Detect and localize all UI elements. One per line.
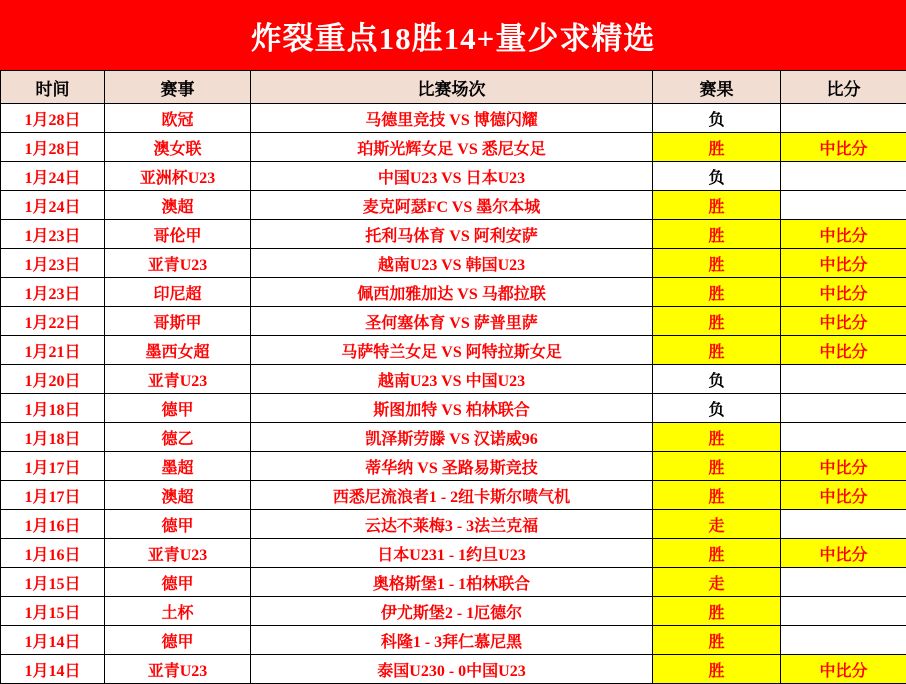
cell-match: 凯泽斯劳滕 VS 汉诺威96 [251,423,653,452]
cell-match: 麦克阿瑟FC VS 墨尔本城 [251,191,653,220]
cell-match: 越南U23 VS 韩国U23 [251,249,653,278]
table-row [1,104,906,133]
cell-league: 德甲 [105,568,251,597]
cell-league: 德甲 [105,626,251,655]
cell-time: 1月24日 [1,191,105,220]
cell-match: 泰国U230 - 0中国U23 [251,655,653,684]
cell-score [781,162,906,191]
cell-result: 胜 [653,220,781,249]
cell-match: 佩西加雅加达 VS 马都拉联 [251,278,653,307]
cell-match: 马德里竞技 VS 博德闪耀 [251,104,653,133]
cell-match: 马萨特兰女足 VS 阿特拉斯女足 [251,336,653,365]
cell-match: 蒂华纳 VS 圣路易斯竞技 [251,452,653,481]
cell-league: 印尼超 [105,278,251,307]
cell-league: 土杯 [105,597,251,626]
cell-score: 中比分 [781,655,906,684]
cell-result: 胜 [653,307,781,336]
cell-match: 中国U23 VS 日本U23 [251,162,653,191]
cell-time: 1月20日 [1,365,105,394]
title-bar [0,0,906,70]
cell-match: 西悉尼流浪者1 - 2纽卡斯尔喷气机 [251,481,653,510]
cell-time: 1月23日 [1,249,105,278]
cell-time: 1月15日 [1,568,105,597]
cell-result: 胜 [653,133,781,162]
table-row [1,191,906,220]
cell-time: 1月23日 [1,220,105,249]
table-row [1,394,906,423]
cell-score: 中比分 [781,220,906,249]
table-row [1,249,906,278]
table-row [1,423,906,452]
column-header-result: 赛果 [653,71,781,104]
cell-match: 托利马体育 VS 阿利安萨 [251,220,653,249]
cell-league: 亚青U23 [105,655,251,684]
table-row [1,307,906,336]
cell-result: 胜 [653,452,781,481]
cell-result: 胜 [653,249,781,278]
cell-result: 胜 [653,655,781,684]
cell-match: 珀斯光辉女足 VS 悉尼女足 [251,133,653,162]
cell-time: 1月28日 [1,133,105,162]
cell-league: 墨超 [105,452,251,481]
cell-league: 哥斯甲 [105,307,251,336]
cell-time: 1月18日 [1,423,105,452]
page-title: 炸裂重点18胜14+量少求精选 [251,13,656,58]
table-row [1,655,906,684]
column-header-score: 比分 [781,71,906,104]
cell-result: 胜 [653,481,781,510]
table-row [1,452,906,481]
cell-score: 中比分 [781,249,906,278]
cell-score: 中比分 [781,336,906,365]
column-header-time: 时间 [1,71,105,104]
cell-league: 德乙 [105,423,251,452]
cell-league: 欧冠 [105,104,251,133]
cell-score [781,597,906,626]
cell-score: 中比分 [781,278,906,307]
cell-league: 澳超 [105,481,251,510]
cell-time: 1月14日 [1,655,105,684]
cell-score [781,510,906,539]
cell-league: 亚青U23 [105,365,251,394]
cell-result: 胜 [653,336,781,365]
cell-time: 1月28日 [1,104,105,133]
cell-score [781,626,906,655]
cell-score [781,365,906,394]
cell-league: 亚洲杯U23 [105,162,251,191]
cell-match: 斯图加特 VS 柏林联合 [251,394,653,423]
cell-score: 中比分 [781,452,906,481]
column-header-league: 赛事 [105,71,251,104]
cell-time: 1月14日 [1,626,105,655]
cell-match: 越南U23 VS 中国U23 [251,365,653,394]
table-row [1,481,906,510]
cell-score [781,423,906,452]
cell-league: 德甲 [105,394,251,423]
cell-match: 科隆1 - 3拜仁慕尼黑 [251,626,653,655]
cell-result: 负 [653,365,781,394]
cell-time: 1月23日 [1,278,105,307]
cell-match: 日本U231 - 1约旦U23 [251,539,653,568]
table-row [1,133,906,162]
cell-score [781,394,906,423]
cell-league: 德甲 [105,510,251,539]
cell-result: 负 [653,104,781,133]
cell-time: 1月16日 [1,510,105,539]
column-header-match: 比赛场次 [251,71,653,104]
cell-league: 亚青U23 [105,249,251,278]
cell-score [781,568,906,597]
cell-score [781,104,906,133]
table-row [1,220,906,249]
cell-match: 云达不莱梅3 - 3法兰克福 [251,510,653,539]
table-row [1,597,906,626]
cell-result: 胜 [653,278,781,307]
cell-score [781,191,906,220]
table-header-row [1,71,906,104]
table-row [1,336,906,365]
cell-time: 1月22日 [1,307,105,336]
table-row [1,568,906,597]
cell-score: 中比分 [781,539,906,568]
cell-result: 胜 [653,191,781,220]
picks-table [0,70,906,684]
cell-time: 1月17日 [1,452,105,481]
cell-result: 走 [653,510,781,539]
cell-match: 圣何塞体育 VS 萨普里萨 [251,307,653,336]
cell-result: 负 [653,162,781,191]
cell-result: 走 [653,568,781,597]
cell-time: 1月21日 [1,336,105,365]
table-row [1,539,906,568]
cell-league: 澳超 [105,191,251,220]
cell-match: 奥格斯堡1 - 1柏林联合 [251,568,653,597]
table-row [1,626,906,655]
cell-time: 1月17日 [1,481,105,510]
cell-score: 中比分 [781,307,906,336]
cell-time: 1月18日 [1,394,105,423]
table-row [1,162,906,191]
cell-score: 中比分 [781,481,906,510]
cell-time: 1月24日 [1,162,105,191]
cell-league: 亚青U23 [105,539,251,568]
cell-result: 负 [653,394,781,423]
cell-league: 墨西女超 [105,336,251,365]
cell-time: 1月16日 [1,539,105,568]
cell-league: 澳女联 [105,133,251,162]
cell-match: 伊尤斯堡2 - 1厄德尔 [251,597,653,626]
cell-score: 中比分 [781,133,906,162]
cell-time: 1月15日 [1,597,105,626]
cell-result: 胜 [653,597,781,626]
cell-result: 胜 [653,423,781,452]
table-row [1,510,906,539]
table-row [1,365,906,394]
table-body [1,104,906,684]
table-row [1,278,906,307]
cell-result: 胜 [653,626,781,655]
cell-result: 胜 [653,539,781,568]
cell-league: 哥伦甲 [105,220,251,249]
